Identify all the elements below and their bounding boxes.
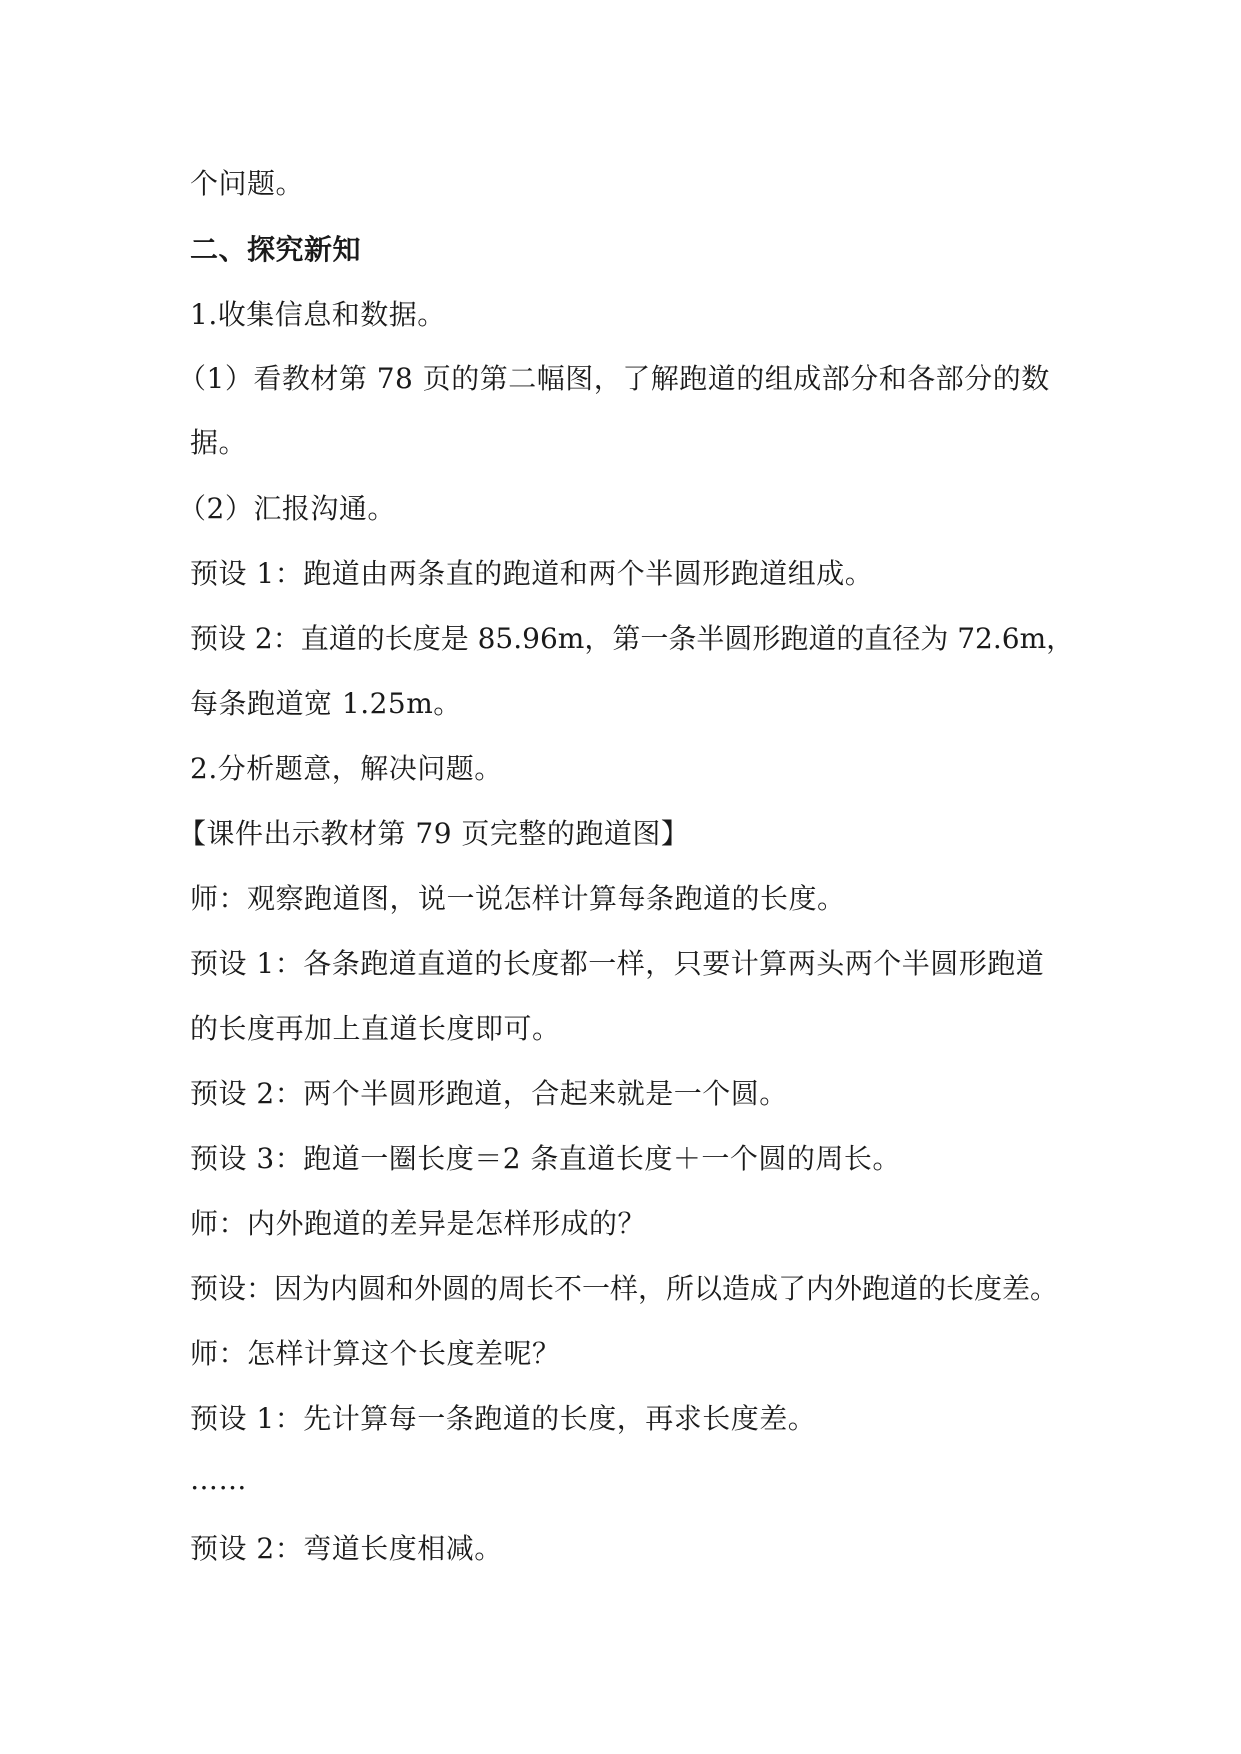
answer-preset-1: 预设 1：各条跑道直道的长度都一样，只要计算两头两个半圆形跑道 xyxy=(190,947,1045,980)
answer-preset-2: 预设 2：两个半圆形跑道，合起来就是一个圆。 xyxy=(190,1077,788,1110)
sub-item-1: （1）看教材第 78 页的第二幅图，了解跑道的组成部分和各部分的数 xyxy=(178,362,1050,395)
teacher-question-1: 师：观察跑道图，说一说怎样计算每条跑道的长度。 xyxy=(190,882,846,915)
ellipsis: …… xyxy=(190,1463,247,1496)
answer-preset-1b: 预设 1：先计算每一条跑道的长度，再求长度差。 xyxy=(190,1402,817,1435)
answer-preset-2b: 预设 2：弯道长度相减。 xyxy=(190,1532,503,1565)
courseware-note: 【课件出示教材第 79 页完整的跑道图】 xyxy=(178,817,690,850)
answer-preset: 预设：因为内圆和外圆的周长不一样，所以造成了内外跑道的长度差。 xyxy=(190,1272,1059,1305)
preset-2-continuation: 每条跑道宽 1.25m。 xyxy=(190,687,462,720)
teacher-question-2: 师：内外跑道的差异是怎样形成的？ xyxy=(190,1207,647,1240)
preset-2: 预设 2：直道的长度是 85.96m，第一条半圆形跑道的直径为 72.6m， xyxy=(190,622,1075,655)
step-heading-2: 2.分析题意，解决问题。 xyxy=(190,752,503,785)
answer-preset-3: 预设 3：跑道一圈长度＝2 条直道长度＋一个圆的周长。 xyxy=(190,1142,901,1175)
sub-item-2: （2）汇报沟通。 xyxy=(178,492,396,525)
section-heading: 二、探究新知 xyxy=(190,233,362,266)
paragraph-continuation: 个问题。 xyxy=(190,167,305,200)
teacher-question-3: 师：怎样计算这个长度差呢？ xyxy=(190,1337,561,1370)
sub-item-1-continuation: 据。 xyxy=(190,426,248,459)
step-heading-1: 1.收集信息和数据。 xyxy=(190,298,446,331)
preset-1: 预设 1：跑道由两条直的跑道和两个半圆形跑道组成。 xyxy=(190,557,874,590)
answer-preset-1-continuation: 的长度再加上直道长度即可。 xyxy=(190,1012,561,1045)
